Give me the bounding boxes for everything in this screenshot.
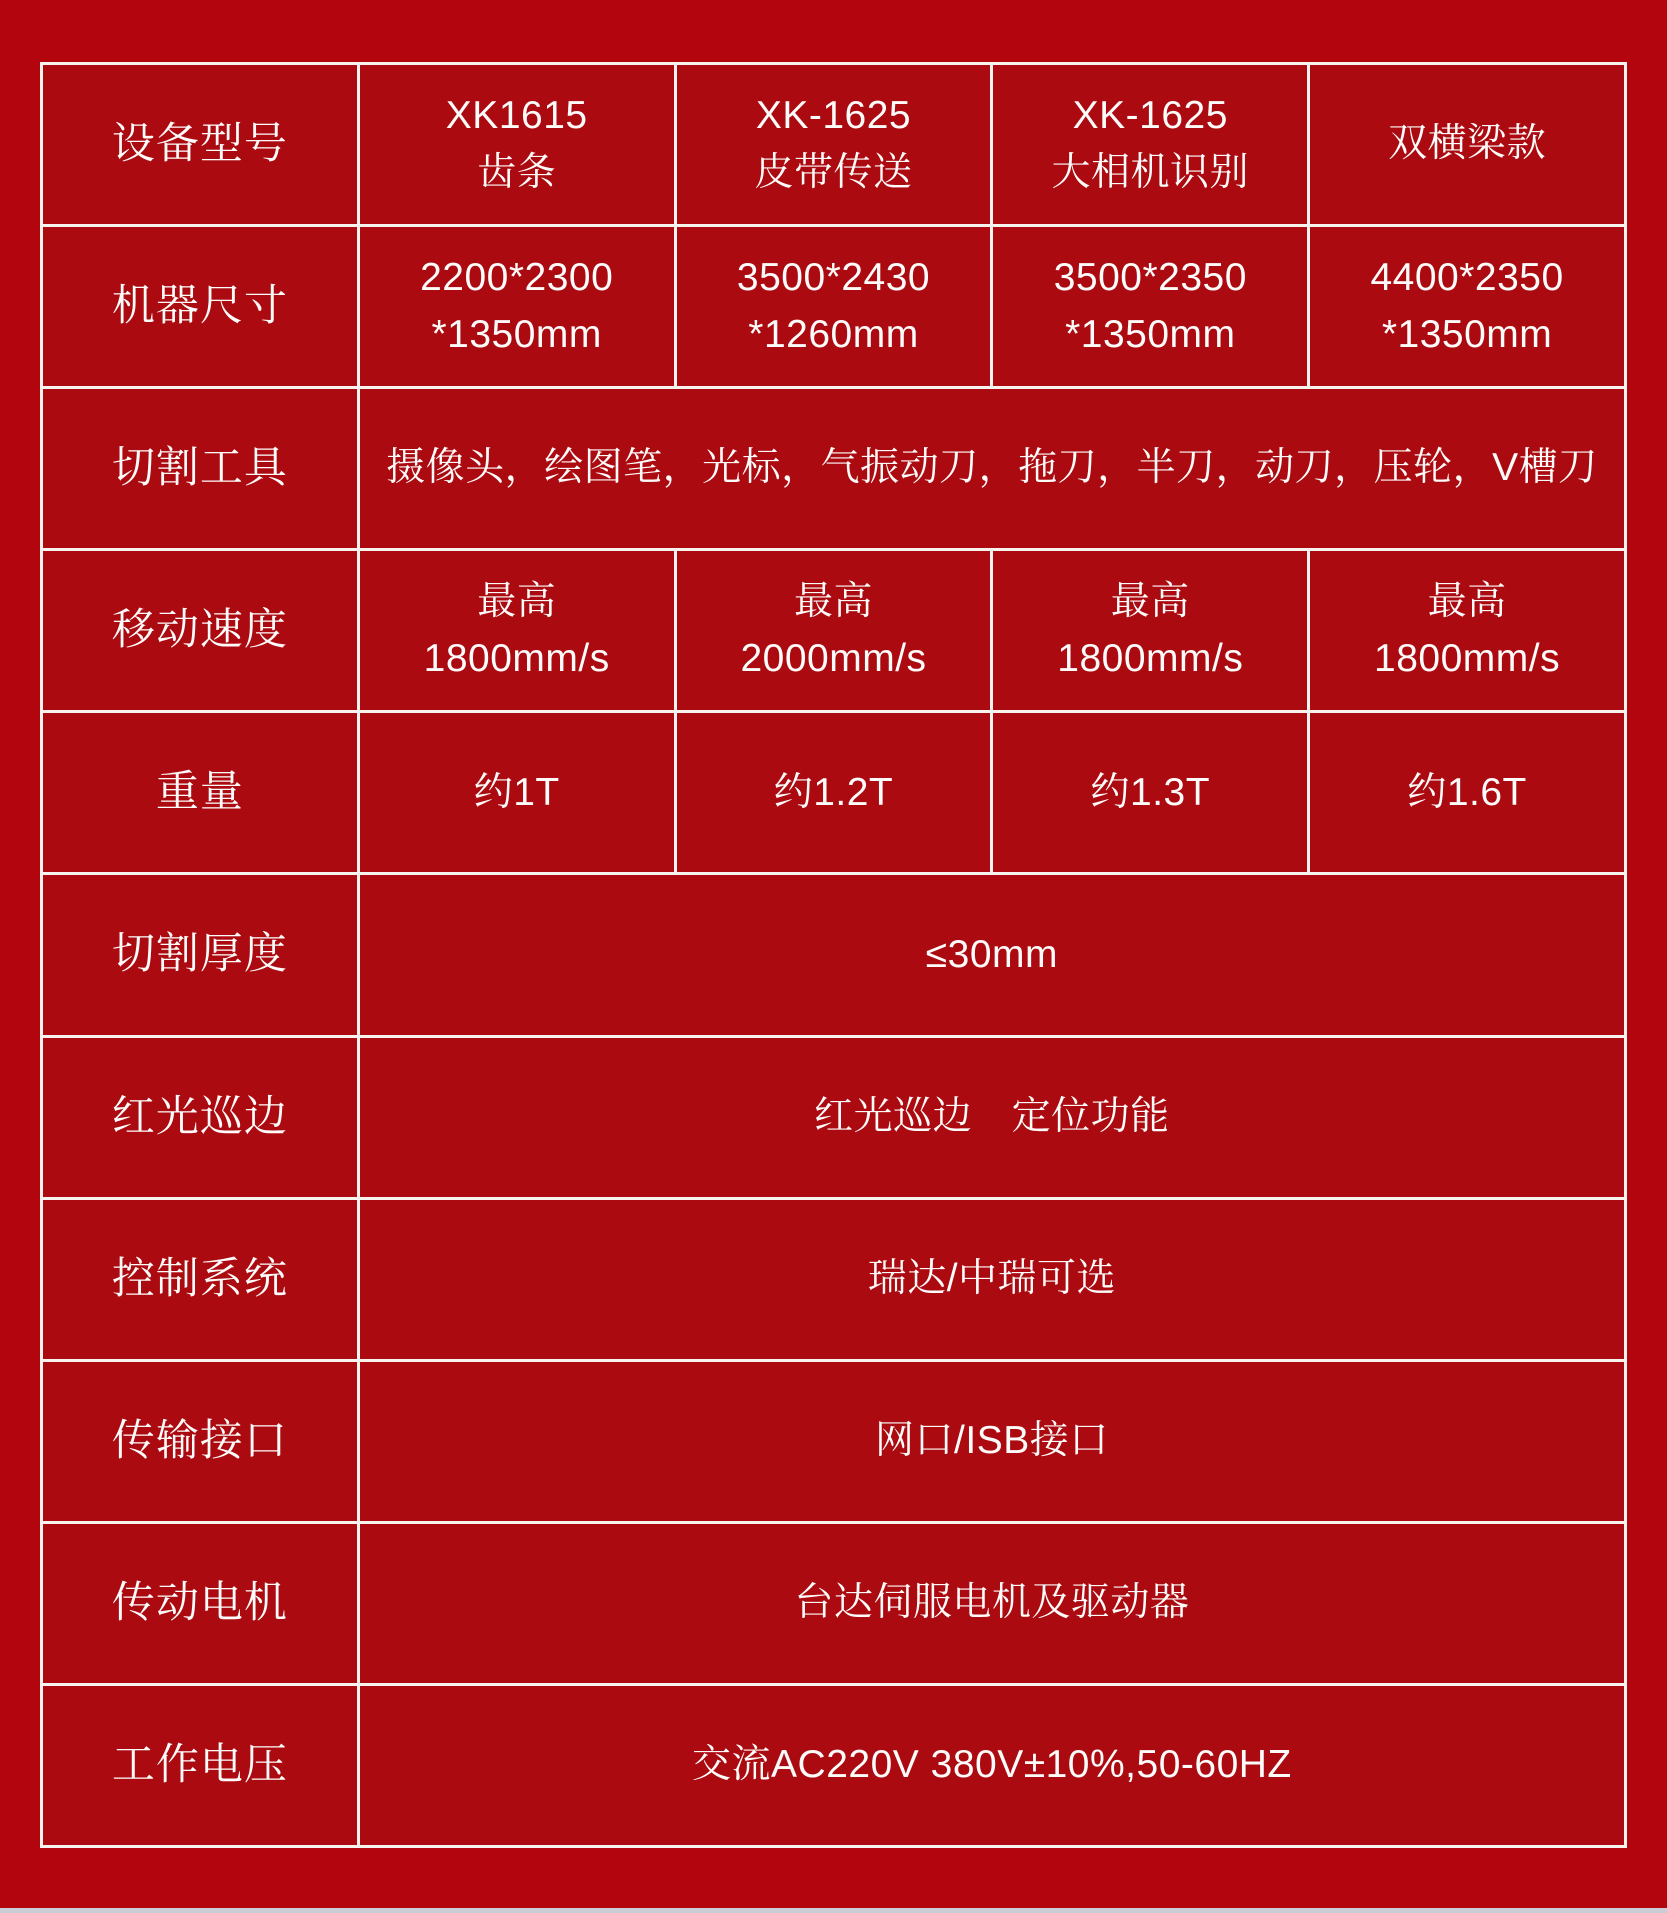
spec-value-cell <box>993 227 1307 386</box>
cell-text: 最高 <box>477 580 557 624</box>
table-row <box>43 1362 1624 1521</box>
cell-text: 1800mm/s <box>1374 636 1561 680</box>
cell-text: 台达伺服电机及驱动器 <box>794 1581 1190 1625</box>
row-header-cell <box>43 65 357 224</box>
cell-text: 切割工具 <box>111 444 288 493</box>
cell-text: 设备型号 <box>111 120 288 169</box>
spec-value-cell-merged <box>360 1200 1624 1359</box>
cell-text: *1260mm <box>748 312 919 356</box>
spec-value-cell-merged <box>360 1362 1624 1521</box>
cell-text: 红光巡边 定位功能 <box>814 1094 1170 1138</box>
cell-text: 约1.6T <box>1407 770 1527 814</box>
cell-text: 网口/ISB接口 <box>875 1418 1109 1462</box>
spec-value-cell <box>360 65 674 224</box>
row-header-cell <box>43 1200 357 1359</box>
spec-value-cell <box>360 713 674 872</box>
cell-text: 最高 <box>1110 580 1190 624</box>
cell-text: 传动电机 <box>111 1578 288 1627</box>
cell-text: 约1T <box>473 770 560 814</box>
cell-text: 红光巡边 <box>111 1092 288 1141</box>
table-row <box>43 389 1624 548</box>
spec-value-cell <box>677 227 991 386</box>
table-row <box>43 1686 1624 1845</box>
cell-text: 瑞达/中瑞可选 <box>867 1256 1117 1300</box>
table-row <box>43 65 1624 224</box>
cell-text: 约1.3T <box>1090 770 1211 814</box>
spec-value-cell <box>677 65 991 224</box>
row-header-cell <box>43 389 357 548</box>
cell-text: *1350mm <box>1381 312 1553 356</box>
spec-value-cell <box>677 713 991 872</box>
table-row <box>43 1524 1624 1683</box>
spec-table <box>40 62 1627 1848</box>
row-header-cell <box>43 227 357 386</box>
cell-text: XK-1625 <box>755 93 912 137</box>
cell-text: 1800mm/s <box>1057 636 1244 680</box>
cell-text: 工作电压 <box>111 1740 288 1789</box>
cell-text: 重量 <box>155 768 244 817</box>
spec-value-cell <box>677 551 991 710</box>
cell-text: 约1.2T <box>773 770 894 814</box>
spec-value-cell <box>360 551 674 710</box>
spec-value-cell <box>360 227 674 386</box>
footer-strip <box>0 1908 1667 1913</box>
cell-text: 皮带传送 <box>754 150 913 194</box>
cell-text: *1350mm <box>1065 312 1236 356</box>
table-row <box>43 551 1624 710</box>
cell-text: 控制系统 <box>111 1254 288 1303</box>
cell-text: 4400*2350 <box>1370 256 1564 300</box>
spec-value-cell <box>993 713 1307 872</box>
row-header-cell <box>43 1524 357 1683</box>
spec-value-cell <box>1310 713 1624 872</box>
row-header-cell <box>43 1038 357 1197</box>
row-header-cell <box>43 1362 357 1521</box>
cell-text: 最高 <box>793 580 873 624</box>
cell-text: 双横梁款 <box>1388 122 1547 166</box>
cell-text: 切割厚度 <box>111 930 288 979</box>
cell-text: 2200*2300 <box>420 256 614 300</box>
spec-value-cell <box>1310 551 1624 710</box>
cell-text: 机器尺寸 <box>111 282 288 331</box>
row-header-cell <box>43 551 357 710</box>
cell-text: ≤30mm <box>925 932 1059 976</box>
table-row <box>43 875 1624 1034</box>
cell-text: 3500*2430 <box>736 256 931 300</box>
spec-value-cell <box>993 65 1307 224</box>
spec-value-cell-merged <box>360 1038 1624 1197</box>
cell-text: XK1615 <box>445 93 588 137</box>
cell-text: 大相机识别 <box>1051 150 1250 194</box>
table-row <box>43 713 1624 872</box>
row-header-cell <box>43 713 357 872</box>
cell-text: 3500*2350 <box>1053 256 1247 300</box>
spec-value-cell-merged <box>360 389 1624 548</box>
spec-value-cell <box>993 551 1307 710</box>
cell-text: 摄像头，绘图笔，光标，气振动刀，拖刀，半刀，动刀，压轮，V槽刀 <box>386 446 1598 490</box>
cell-text: *1350mm <box>431 312 602 356</box>
cell-text: 齿条 <box>477 150 557 194</box>
spec-value-cell-merged <box>360 1524 1624 1683</box>
table-row <box>43 1200 1624 1359</box>
cell-text: 2000mm/s <box>740 636 927 680</box>
cell-text: 传输接口 <box>111 1416 288 1465</box>
cell-text: 最高 <box>1427 580 1507 624</box>
spec-value-cell-merged <box>360 875 1624 1034</box>
cell-text: 1800mm/s <box>423 636 610 680</box>
spec-value-cell <box>1310 65 1624 224</box>
table-row <box>43 227 1624 386</box>
cell-text: 移动速度 <box>111 606 288 655</box>
cell-text: XK-1625 <box>1072 93 1228 137</box>
row-header-cell <box>43 1686 357 1845</box>
spec-value-cell <box>1310 227 1624 386</box>
table-row <box>43 1038 1624 1197</box>
cell-text: 交流AC220V 380V±10%,50-60HZ <box>692 1743 1292 1787</box>
row-header-cell <box>43 875 357 1034</box>
spec-value-cell-merged <box>360 1686 1624 1845</box>
